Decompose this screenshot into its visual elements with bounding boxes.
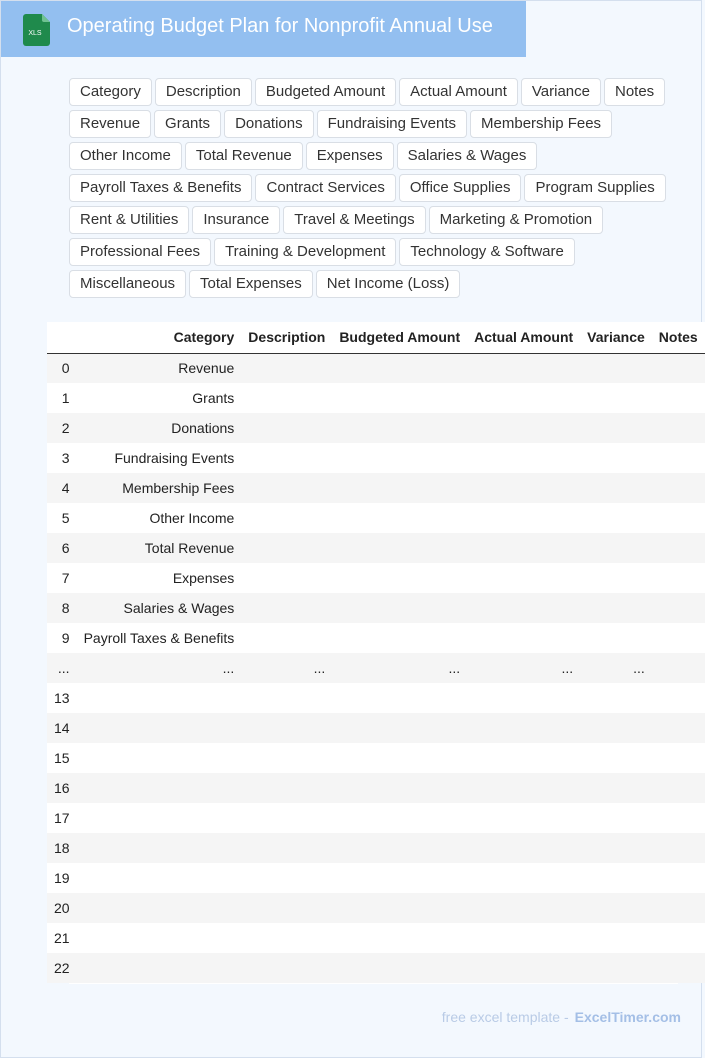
table-cell bbox=[241, 503, 332, 533]
notes-header: Notes bbox=[652, 322, 705, 353]
table-cell bbox=[652, 623, 705, 653]
row-index-cell: 20 bbox=[47, 893, 77, 923]
table-row bbox=[47, 653, 705, 683]
row-index-cell: 16 bbox=[47, 773, 77, 803]
table-cell bbox=[241, 623, 332, 653]
table-row bbox=[47, 533, 705, 563]
table-cell bbox=[241, 833, 332, 863]
column-tag[interactable]: Net Income (Loss) bbox=[316, 270, 461, 298]
column-tag[interactable]: Contract Services bbox=[255, 174, 395, 202]
table-cell: Membership Fees bbox=[77, 473, 242, 503]
table-cell bbox=[467, 743, 580, 773]
row-index-cell: 17 bbox=[47, 803, 77, 833]
column-tag[interactable]: Notes bbox=[604, 78, 665, 106]
table-cell bbox=[467, 383, 580, 413]
table-cell bbox=[580, 623, 652, 653]
column-tag[interactable]: Category bbox=[69, 78, 152, 106]
row-index-cell: 7 bbox=[47, 563, 77, 593]
row-index-cell: 3 bbox=[47, 443, 77, 473]
row-index-cell: 8 bbox=[47, 593, 77, 623]
table-row bbox=[47, 413, 705, 443]
table-cell bbox=[580, 473, 652, 503]
table-cell bbox=[241, 593, 332, 623]
table-cell bbox=[77, 953, 242, 983]
column-tag[interactable]: Revenue bbox=[69, 110, 151, 138]
table-cell bbox=[332, 443, 467, 473]
table-cell: Grants bbox=[77, 383, 242, 413]
row-index-cell: 21 bbox=[47, 923, 77, 953]
budgeted-amount-header: Budgeted Amount bbox=[332, 322, 467, 353]
table-cell: Salaries & Wages bbox=[77, 593, 242, 623]
table-row bbox=[47, 953, 705, 983]
column-tag[interactable]: Grants bbox=[154, 110, 221, 138]
table-cell bbox=[652, 443, 705, 473]
table-cell bbox=[580, 533, 652, 563]
table-cell bbox=[652, 413, 705, 443]
table-cell bbox=[241, 473, 332, 503]
table-cell bbox=[332, 893, 467, 923]
table-row bbox=[47, 773, 705, 803]
table-cell bbox=[332, 623, 467, 653]
table-cell: ... bbox=[332, 653, 467, 683]
table-row bbox=[47, 713, 705, 743]
table-cell bbox=[332, 383, 467, 413]
table-cell bbox=[467, 473, 580, 503]
table-cell bbox=[332, 533, 467, 563]
row-index-cell: 9 bbox=[47, 623, 77, 653]
table-cell bbox=[332, 503, 467, 533]
table-cell: ... bbox=[77, 653, 242, 683]
table-row bbox=[47, 833, 705, 863]
table-cell bbox=[467, 803, 580, 833]
row-index-cell: 18 bbox=[47, 833, 77, 863]
description-header: Description bbox=[241, 322, 332, 353]
table-cell: ... bbox=[580, 653, 652, 683]
table-cell bbox=[77, 773, 242, 803]
table-cell bbox=[332, 773, 467, 803]
row-index-cell: 15 bbox=[47, 743, 77, 773]
table-cell bbox=[332, 683, 467, 713]
table-cell: ... bbox=[467, 653, 580, 683]
table-row bbox=[47, 473, 705, 503]
column-tag[interactable]: Salaries & Wages bbox=[397, 142, 538, 170]
table-cell bbox=[652, 593, 705, 623]
row-index-cell: ... bbox=[47, 653, 77, 683]
table-cell bbox=[332, 743, 467, 773]
table-cell: Other Income bbox=[77, 503, 242, 533]
table-body bbox=[47, 353, 705, 983]
table-cell bbox=[652, 953, 705, 983]
table-cell bbox=[332, 413, 467, 443]
table-cell: Payroll Taxes & Benefits bbox=[77, 623, 242, 653]
column-tag[interactable]: Insurance bbox=[192, 206, 280, 234]
column-tag[interactable]: Expenses bbox=[306, 142, 394, 170]
table-cell bbox=[652, 383, 705, 413]
table-cell bbox=[77, 833, 242, 863]
table-header-row bbox=[47, 322, 705, 353]
table-cell bbox=[332, 803, 467, 833]
table-cell bbox=[580, 713, 652, 743]
table-cell bbox=[332, 863, 467, 893]
table-row bbox=[47, 593, 705, 623]
column-tag[interactable]: Marketing & Promotion bbox=[429, 206, 604, 234]
category-header: Category bbox=[77, 322, 242, 353]
column-tag[interactable]: Total Revenue bbox=[185, 142, 303, 170]
data-table-viewport[interactable] bbox=[54, 322, 698, 984]
table-cell bbox=[332, 833, 467, 863]
table-cell bbox=[467, 413, 580, 443]
table-cell bbox=[332, 593, 467, 623]
column-tag[interactable]: Program Supplies bbox=[524, 174, 665, 202]
column-tag[interactable]: Technology & Software bbox=[399, 238, 574, 266]
column-tag[interactable]: Description bbox=[155, 78, 252, 106]
table-cell bbox=[580, 593, 652, 623]
table-cell bbox=[580, 353, 652, 383]
row-index-cell: 19 bbox=[47, 863, 77, 893]
row-index-cell: 0 bbox=[47, 353, 77, 383]
table-cell bbox=[241, 863, 332, 893]
table-cell bbox=[241, 413, 332, 443]
table-cell bbox=[332, 953, 467, 983]
column-tag[interactable]: Fundraising Events bbox=[317, 110, 467, 138]
table-cell bbox=[467, 773, 580, 803]
footer-credit bbox=[442, 1009, 681, 1025]
table-cell bbox=[652, 653, 705, 683]
column-tag[interactable]: Variance bbox=[521, 78, 601, 106]
table-cell bbox=[467, 953, 580, 983]
table-cell bbox=[580, 953, 652, 983]
row-index-cell: 1 bbox=[47, 383, 77, 413]
table-cell bbox=[580, 443, 652, 473]
row-index-cell: 5 bbox=[47, 503, 77, 533]
table-cell bbox=[580, 863, 652, 893]
table-row bbox=[47, 923, 705, 953]
index-header bbox=[47, 322, 77, 353]
table-cell: ... bbox=[241, 653, 332, 683]
column-tag[interactable]: Rent & Utilities bbox=[69, 206, 189, 234]
footer-brand-link[interactable]: ExcelTimer.com bbox=[574, 1009, 681, 1025]
table-cell bbox=[467, 623, 580, 653]
column-tag[interactable]: Other Income bbox=[69, 142, 182, 170]
table-cell bbox=[77, 683, 242, 713]
table-cell bbox=[580, 503, 652, 533]
row-index-cell: 2 bbox=[47, 413, 77, 443]
table-cell bbox=[580, 683, 652, 713]
table-cell bbox=[467, 443, 580, 473]
table-cell bbox=[241, 353, 332, 383]
table-row bbox=[47, 683, 705, 713]
table-row bbox=[47, 623, 705, 653]
table-cell: Donations bbox=[77, 413, 242, 443]
table-cell bbox=[332, 473, 467, 503]
table-cell bbox=[467, 833, 580, 863]
table-cell bbox=[652, 353, 705, 383]
table-cell bbox=[332, 713, 467, 743]
table-cell bbox=[652, 683, 705, 713]
table-cell: Expenses bbox=[77, 563, 242, 593]
table-row bbox=[47, 503, 705, 533]
table-row bbox=[47, 353, 705, 383]
xls-file-icon bbox=[23, 14, 51, 46]
table-cell bbox=[652, 473, 705, 503]
table-cell bbox=[332, 563, 467, 593]
table-cell bbox=[241, 923, 332, 953]
actual-amount-header: Actual Amount bbox=[467, 322, 580, 353]
column-tag[interactable]: Professional Fees bbox=[69, 238, 211, 266]
table-cell bbox=[241, 953, 332, 983]
table-cell bbox=[652, 743, 705, 773]
table-cell bbox=[652, 803, 705, 833]
table-cell bbox=[467, 683, 580, 713]
footer-text: free excel template - bbox=[441, 1009, 569, 1025]
table-cell bbox=[77, 743, 242, 773]
table-cell bbox=[580, 893, 652, 923]
table-cell bbox=[652, 893, 705, 923]
table-cell bbox=[77, 863, 242, 893]
column-tag[interactable]: Budgeted Amount bbox=[255, 78, 396, 106]
table-cell bbox=[467, 713, 580, 743]
table-row bbox=[47, 443, 705, 473]
table-cell bbox=[77, 923, 242, 953]
table-cell bbox=[467, 353, 580, 383]
column-tag[interactable]: Travel & Meetings bbox=[283, 206, 425, 234]
table-cell bbox=[652, 533, 705, 563]
table-cell bbox=[652, 563, 705, 593]
table-cell bbox=[241, 533, 332, 563]
table-cell bbox=[652, 923, 705, 953]
table-cell bbox=[241, 563, 332, 593]
table-cell bbox=[241, 893, 332, 923]
table-cell bbox=[652, 503, 705, 533]
table-cell bbox=[467, 563, 580, 593]
table-cell bbox=[652, 863, 705, 893]
column-tag[interactable]: Miscellaneous bbox=[69, 270, 186, 298]
table-row bbox=[47, 743, 705, 773]
table-cell bbox=[332, 923, 467, 953]
table-cell: Revenue bbox=[77, 353, 242, 383]
table-cell bbox=[467, 503, 580, 533]
row-index-cell: 14 bbox=[47, 713, 77, 743]
table-cell bbox=[652, 773, 705, 803]
column-tag[interactable]: Actual Amount bbox=[399, 78, 518, 106]
row-index-cell: 13 bbox=[47, 683, 77, 713]
table-cell bbox=[580, 923, 652, 953]
table-cell bbox=[580, 743, 652, 773]
table-cell bbox=[467, 593, 580, 623]
table-cell bbox=[467, 533, 580, 563]
table-cell bbox=[580, 383, 652, 413]
table-cell: Total Revenue bbox=[77, 533, 242, 563]
column-tag[interactable]: Training & Development bbox=[214, 238, 396, 266]
table-cell bbox=[652, 713, 705, 743]
table-cell bbox=[580, 773, 652, 803]
table-cell bbox=[467, 893, 580, 923]
table-cell bbox=[467, 923, 580, 953]
page-title: Operating Budget Plan for Nonprofit Annual Use bbox=[67, 15, 493, 37]
table-cell bbox=[467, 863, 580, 893]
table-cell bbox=[241, 443, 332, 473]
table-row bbox=[47, 863, 705, 893]
table-cell: Fundraising Events bbox=[77, 443, 242, 473]
table-row bbox=[47, 563, 705, 593]
row-index-cell: 4 bbox=[47, 473, 77, 503]
table-cell bbox=[241, 383, 332, 413]
table-cell bbox=[652, 833, 705, 863]
column-tag[interactable]: Donations bbox=[224, 110, 314, 138]
column-tag[interactable]: Membership Fees bbox=[470, 110, 612, 138]
table-cell bbox=[77, 893, 242, 923]
table-row bbox=[47, 893, 705, 923]
table-cell bbox=[241, 743, 332, 773]
table-cell bbox=[241, 803, 332, 833]
row-index-cell: 6 bbox=[47, 533, 77, 563]
table-row bbox=[47, 803, 705, 833]
table-cell bbox=[241, 773, 332, 803]
row-index-cell: 22 bbox=[47, 953, 77, 983]
table-cell bbox=[580, 563, 652, 593]
data-table bbox=[47, 322, 705, 983]
table-cell bbox=[77, 803, 242, 833]
variance-header: Variance bbox=[580, 322, 652, 353]
table-cell bbox=[241, 683, 332, 713]
table-cell bbox=[580, 413, 652, 443]
column-tag[interactable]: Payroll Taxes & Benefits bbox=[69, 174, 252, 202]
table-cell bbox=[580, 833, 652, 863]
column-tag-list bbox=[69, 78, 694, 298]
table-cell bbox=[580, 803, 652, 833]
table-cell bbox=[332, 353, 467, 383]
table-row bbox=[47, 383, 705, 413]
title-bar bbox=[1, 1, 526, 57]
file-icon-label: XLS bbox=[28, 30, 42, 37]
table-cell bbox=[241, 713, 332, 743]
column-tag[interactable]: Total Expenses bbox=[189, 270, 313, 298]
column-tag[interactable]: Office Supplies bbox=[399, 174, 522, 202]
table-cell bbox=[77, 713, 242, 743]
